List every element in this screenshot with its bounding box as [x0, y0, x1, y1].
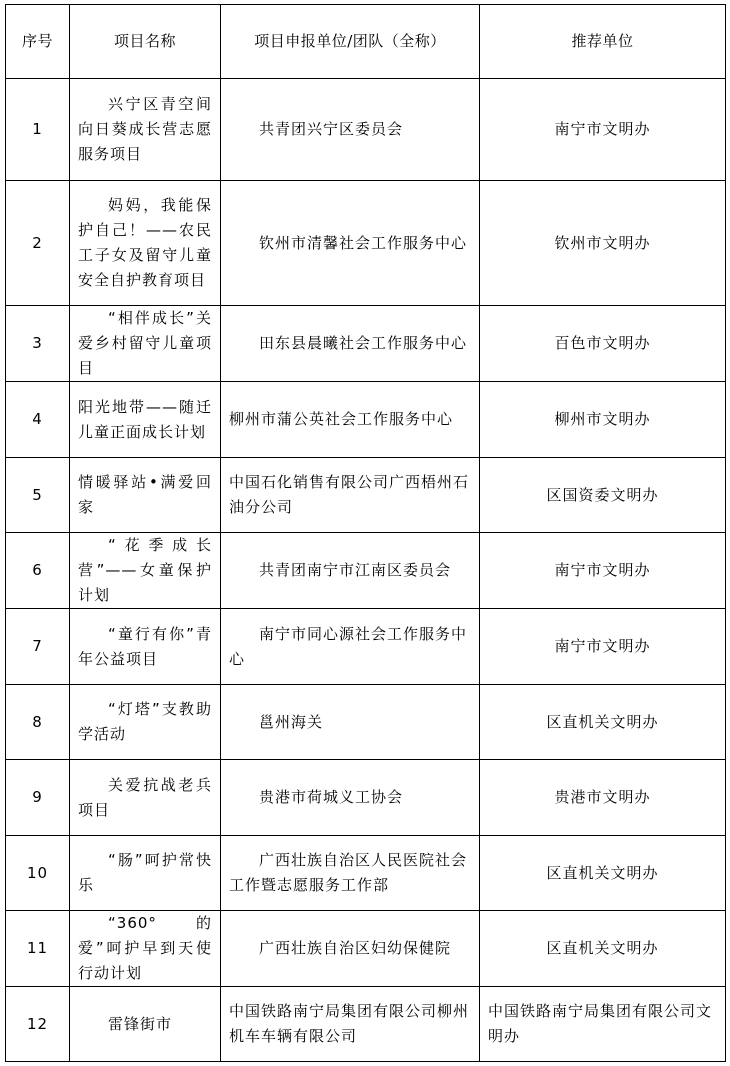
- project-name: “肠”呵护常快乐: [70, 836, 221, 911]
- row-no: 9: [6, 760, 70, 836]
- project-table: [5, 4, 726, 1062]
- table-row: [6, 685, 726, 760]
- applicant-unit: 邕州海关: [221, 685, 480, 760]
- applicant-unit: 南宁市同心源社会工作服务中心: [221, 609, 480, 685]
- recommender: 区直机关文明办: [480, 836, 726, 911]
- applicant-unit: 共青团兴宁区委员会: [221, 79, 480, 181]
- table-row: [6, 306, 726, 382]
- recommender: 区国资委文明办: [480, 458, 726, 533]
- project-name: “灯塔”支教助学活动: [70, 685, 221, 760]
- table-row: [6, 836, 726, 911]
- table-row: [6, 382, 726, 458]
- project-name: 关爱抗战老兵项目: [70, 760, 221, 836]
- project-name: “花季成长营”——女童保护计划: [70, 533, 221, 609]
- project-name: “相伴成长”关爱乡村留守儿童项目: [70, 306, 221, 382]
- header-recommender: 推荐单位: [480, 5, 726, 79]
- table-row: [6, 181, 726, 306]
- header-project-name: 项目名称: [70, 5, 221, 79]
- row-no: 7: [6, 609, 70, 685]
- table-row: [6, 609, 726, 685]
- applicant-unit: 柳州市蒲公英社会工作服务中心: [221, 382, 480, 458]
- project-name: 阳光地带——随迁儿童正面成长计划: [70, 382, 221, 458]
- row-no: 8: [6, 685, 70, 760]
- applicant-unit: 田东县晨曦社会工作服务中心: [221, 306, 480, 382]
- project-name: 情暖驿站•满爱回家: [70, 458, 221, 533]
- applicant-unit: 广西壮族自治区人民医院社会工作暨志愿服务工作部: [221, 836, 480, 911]
- recommender: 南宁市文明办: [480, 79, 726, 181]
- applicant-unit: 贵港市荷城义工协会: [221, 760, 480, 836]
- project-name: 雷锋街市: [70, 987, 221, 1062]
- recommender: 中国铁路南宁局集团有限公司文明办: [480, 987, 726, 1062]
- project-name: 妈妈，我能保护自己！——农民工子女及留守儿童安全自护教育项目: [70, 181, 221, 306]
- table-row: [6, 911, 726, 987]
- table-row: [6, 79, 726, 181]
- recommender: 南宁市文明办: [480, 533, 726, 609]
- applicant-unit: 共青团南宁市江南区委员会: [221, 533, 480, 609]
- project-name: 兴宁区青空间向日葵成长营志愿服务项目: [70, 79, 221, 181]
- header-row: [6, 5, 726, 79]
- table-body: [6, 79, 726, 1062]
- recommender: 贵港市文明办: [480, 760, 726, 836]
- row-no: 5: [6, 458, 70, 533]
- recommender: 钦州市文明办: [480, 181, 726, 306]
- table-row: [6, 533, 726, 609]
- row-no: 2: [6, 181, 70, 306]
- table-row: [6, 760, 726, 836]
- row-no: 1: [6, 79, 70, 181]
- row-no: 3: [6, 306, 70, 382]
- applicant-unit: 钦州市清馨社会工作服务中心: [221, 181, 480, 306]
- applicant-unit: 中国铁路南宁局集团有限公司柳州机车车辆有限公司: [221, 987, 480, 1062]
- project-name: “360° 的爱”呵护早到天使行动计划: [70, 911, 221, 987]
- row-no: 4: [6, 382, 70, 458]
- applicant-unit: 中国石化销售有限公司广西梧州石油分公司: [221, 458, 480, 533]
- recommender: 柳州市文明办: [480, 382, 726, 458]
- table-header: [6, 5, 726, 79]
- recommender: 区直机关文明办: [480, 911, 726, 987]
- applicant-unit: 广西壮族自治区妇幼保健院: [221, 911, 480, 987]
- header-applicant-unit: 项目申报单位/团队（全称）: [221, 5, 480, 79]
- recommender: 南宁市文明办: [480, 609, 726, 685]
- row-no: 12: [6, 987, 70, 1062]
- recommender: 区直机关文明办: [480, 685, 726, 760]
- table-row: [6, 458, 726, 533]
- table-row: [6, 987, 726, 1062]
- row-no: 10: [6, 836, 70, 911]
- row-no: 11: [6, 911, 70, 987]
- recommender: 百色市文明办: [480, 306, 726, 382]
- project-name: “童行有你”青年公益项目: [70, 609, 221, 685]
- row-no: 6: [6, 533, 70, 609]
- header-no: 序号: [6, 5, 70, 79]
